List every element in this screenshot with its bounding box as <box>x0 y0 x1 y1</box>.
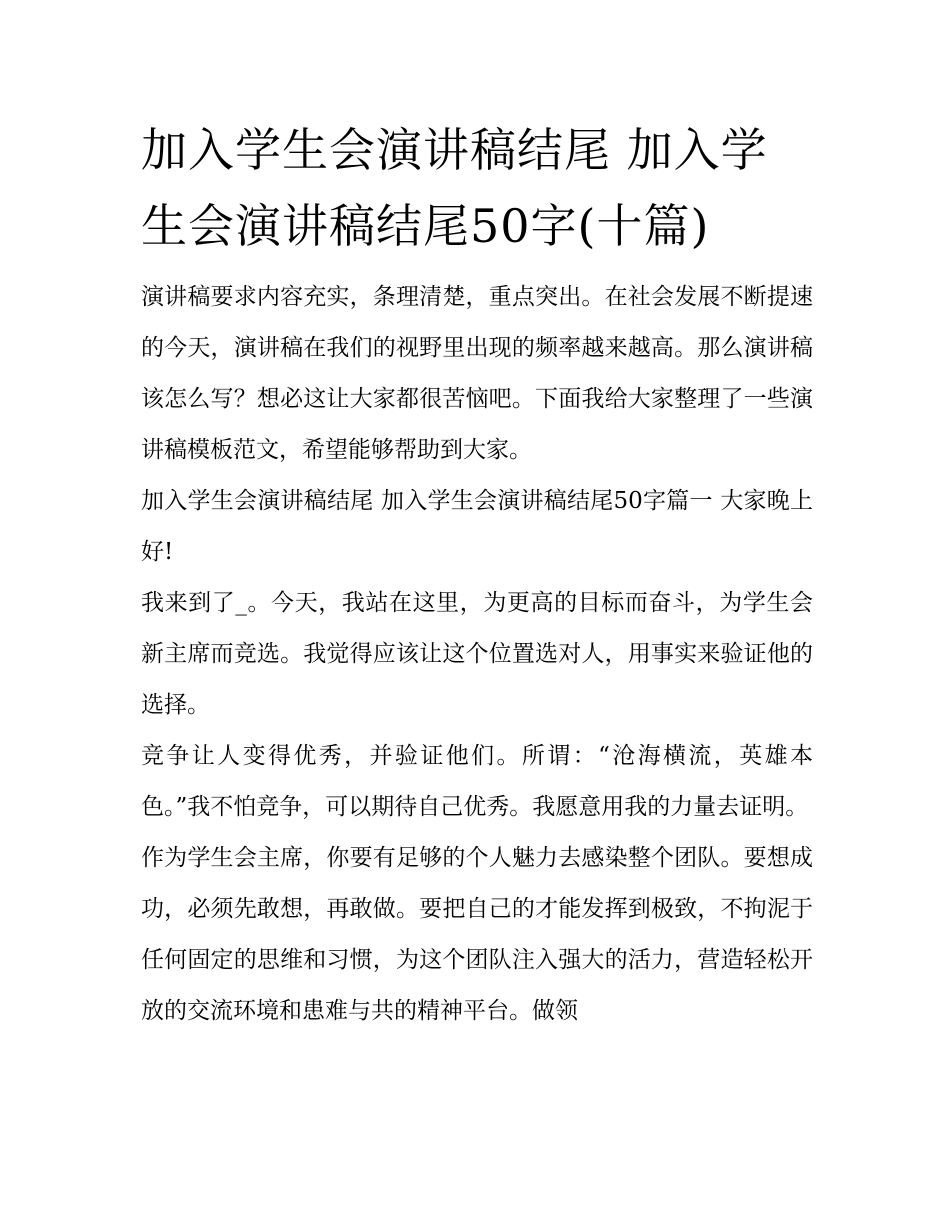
paragraph-body-1: 我来到了_。今天，我站在这里，为更高的目标而奋斗，为学生会新主席而竞选。我觉得应该让这个位置选对人，用事实来验证他的选择。 <box>141 590 813 718</box>
document-title: 加入学生会演讲稿结尾 加入学生会演讲稿结尾50字(十篇) <box>141 123 768 253</box>
paragraph-intro: 演讲稿要求内容充实，条理清楚，重点突出。在社会发展不断提速的今天，演讲稿在我们的视野里出现的频率越来越高。那么演讲稿该怎么写？想必这让大家都很苦恼吧。下面我给大家整理了一些演讲稿模板范文，希望能够帮助到大家。 <box>141 284 813 463</box>
paragraph-section-heading: 加入学生会演讲稿结尾 加入学生会演讲稿结尾50字篇一 大家晚上好! <box>141 488 813 565</box>
document-body <box>141 112 813 1037</box>
paragraph-body-3: 作为学生会主席，你要有足够的个人魅力去感染整个团队。要想成功，必须先敢想，再敢做。要把自己的才能发挥到极致，不拘泥于任何固定的思维和习惯，为这个团队注入强大的活力，营造轻松开放的交流环境和患难与共的精神平台。做领 <box>141 845 813 1024</box>
paragraph-body-2: 竞争让人变得优秀，并验证他们。所谓：“沧海横流，英雄本色。”我不怕竞争，可以期待自己优秀。我愿意用我的力量去证明。 <box>141 743 813 820</box>
